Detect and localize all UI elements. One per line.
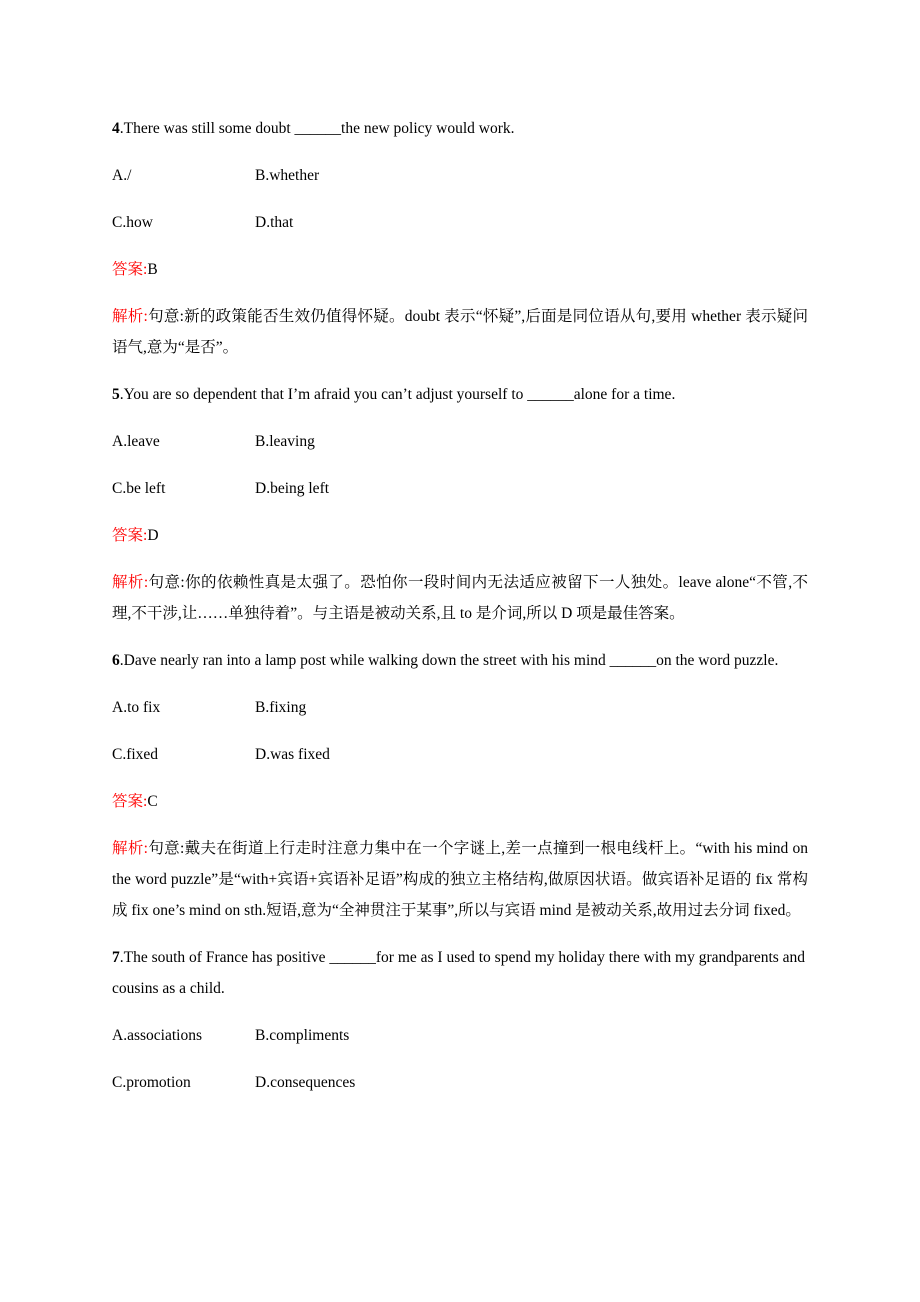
answer-value: D: [147, 527, 159, 544]
question-number: 5: [112, 386, 120, 403]
answer-value: C: [147, 793, 158, 810]
analysis-label: 解析:: [112, 574, 149, 591]
question-block-6: [112, 645, 808, 926]
option-a: A./: [112, 167, 132, 184]
answer-line: [112, 786, 808, 817]
option-d: D.that: [255, 214, 294, 231]
options-row: [112, 739, 808, 770]
option-c: C.how: [112, 214, 153, 231]
question-number: 7: [112, 949, 120, 966]
question-stem: .You are so dependent that I’m afraid you can’t adjust yourself to ______alone for a time.: [119, 386, 676, 403]
option-b: B.whether: [255, 167, 320, 184]
option-a: A.to fix: [112, 699, 161, 716]
options-row: [112, 1067, 808, 1098]
options-row: [112, 1020, 808, 1051]
question-number: 4: [112, 120, 120, 137]
answer-value: B: [147, 261, 158, 278]
analysis-label: 解析:: [112, 308, 148, 325]
question-text: [112, 942, 808, 1004]
option-a: A.associations: [112, 1027, 202, 1044]
options-row: [112, 426, 808, 457]
options-row: [112, 692, 808, 723]
question-block-7: [112, 942, 808, 1098]
options-row: [112, 160, 808, 191]
option-c: C.promotion: [112, 1074, 191, 1091]
question-number: 6: [112, 652, 120, 669]
analysis-text: 句意:你的依赖性真是太强了。恐怕你一段时间内无法适应被留下一人独处。leave alone“不管,不理,不干涉,让……单独待着”。与主语是被动关系,且 to 是介词,所以 D 项是最佳答案。: [112, 574, 808, 622]
answer-line: [112, 254, 808, 285]
option-b: B.fixing: [255, 699, 307, 716]
question-block-4: [112, 113, 808, 363]
option-d: D.consequences: [255, 1074, 356, 1091]
question-text: [112, 379, 808, 410]
question-text: [112, 113, 808, 144]
question-stem: .There was still some doubt ______the new policy would work.: [119, 120, 515, 137]
analysis-label: 解析:: [112, 840, 148, 857]
options-row: [112, 473, 808, 504]
option-c: C.fixed: [112, 746, 159, 763]
question-text: [112, 645, 808, 676]
question-stem: .The south of France has positive ______for me as I used to spend my holiday there with my grandparents and cousins as a child.: [112, 949, 806, 997]
answer-label: 答案:: [112, 793, 148, 810]
analysis-text: 句意:戴夫在街道上行走时注意力集中在一个字谜上,差一点撞到一根电线杆上。“with his mind on the word puzzle”是“with+宾语+宾语补足语”构成的独立主格结构,做原因状语。做宾语补足语的 fix 常构成 fix one’s mind on sth.短语,意为“全神贯注于某事”,所以与宾语 mind 是被动关系,故用过去分词 fixed。: [112, 840, 808, 919]
answer-label: 答案:: [112, 527, 148, 544]
options-row: [112, 207, 808, 238]
answer-line: [112, 520, 808, 551]
analysis-line: [112, 301, 808, 363]
analysis-text: 句意:新的政策能否生效仍值得怀疑。doubt 表示“怀疑”,后面是同位语从句,要用 whether 表示疑问语气,意为“是否”。: [112, 308, 809, 356]
question-stem: .Dave nearly ran into a lamp post while walking down the street with his mind ______on the word puzzle.: [119, 652, 779, 669]
question-block-5: [112, 379, 808, 629]
answer-label: 答案:: [112, 261, 148, 278]
option-a: A.leave: [112, 433, 160, 450]
analysis-line: [112, 567, 808, 629]
option-b: B.leaving: [255, 433, 315, 450]
option-d: D.was fixed: [255, 746, 330, 763]
option-b: B.compliments: [255, 1027, 350, 1044]
analysis-line: [112, 833, 808, 926]
option-d: D.being left: [255, 480, 330, 497]
option-c: C.be left: [112, 480, 166, 497]
